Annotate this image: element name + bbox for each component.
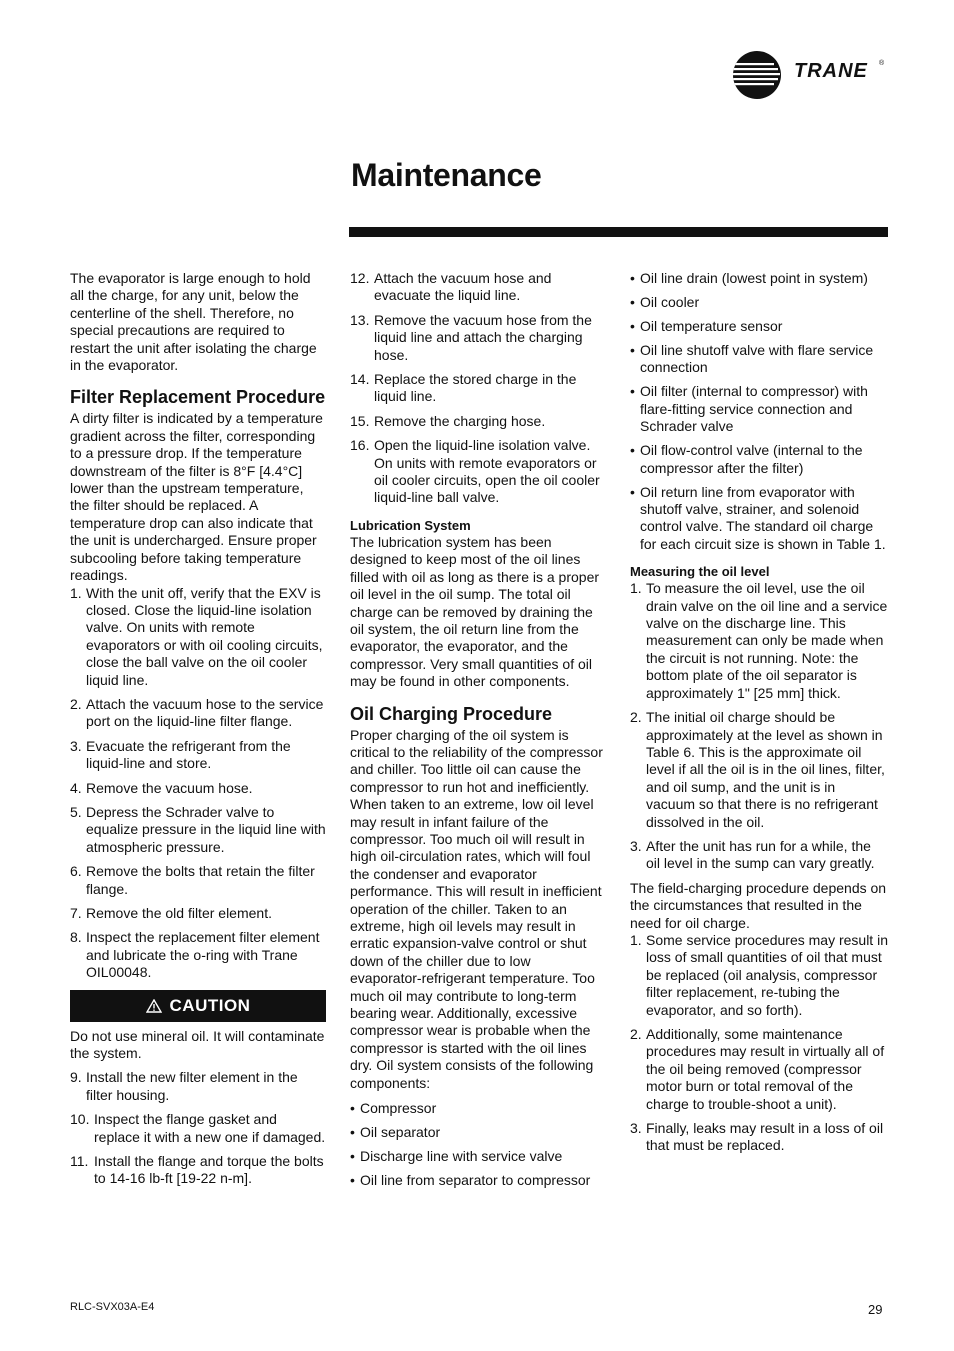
list-item: 10. Inspect the flange gasket and replace it with a new one if damaged. (70, 1111, 326, 1145)
list-item: • Oil flow-control valve (internal to the compressor after the filter) (630, 442, 863, 476)
list-item: • Oil filter (internal to compressor) with flare-fitting service connection and Schrader valve (630, 383, 868, 435)
warning-triangle-icon (146, 999, 162, 1013)
document-id: RLC-SVX03A-E4 (70, 1301, 155, 1313)
oil-charging-heading: Oil Charging Procedure (350, 703, 553, 724)
list-item: 11. Install the flange and torque the bolts to 14-16 lb-ft [19-22 n-m]. (70, 1153, 324, 1187)
caution-text: Do not use mineral oil. It will contaminate the system. (70, 1027, 325, 1062)
list-item: 16. Open the liquid-line isolation valve. On units with remote evaporators or oil cooler circuits, open the oil cooler liquid-line ball valve. (350, 437, 600, 506)
list-item: 5. Depress the Schrader valve to equalize pressure in the liquid line with atmospheric pressure. (70, 803, 326, 855)
page-title: Maintenance (351, 157, 542, 193)
trane-logo (732, 50, 892, 100)
caution-banner (70, 990, 326, 1022)
list-item: 7. Remove the old filter element. (70, 905, 272, 921)
list-item: 14. Replace the stored charge in the liquid line. (350, 371, 577, 405)
list-item: 3. Finally, leaks may result in a loss of oil that must be replaced. (630, 1120, 884, 1154)
list-item: 1. To measure the oil level, use the oil drain valve on the oil line and a service valve on the discharge line. This measurement can only be made when the circuit is not running. Note: the bottom plate of the oil separator is approximately 1" [25 mm] thick. (630, 580, 888, 701)
title-rule (349, 227, 888, 237)
registered-mark: ® (879, 60, 885, 67)
list-item: • Oil cooler (630, 294, 700, 310)
trane-logo-mark-icon (732, 50, 782, 100)
list-item: • Oil temperature sensor (630, 318, 783, 334)
list-item: • Compressor (350, 1100, 437, 1117)
measuring-oil-level-heading: Measuring the oil level (630, 564, 770, 580)
list-item: • Oil return line from evaporator with shutoff valve, strainer, and solenoid control valve. The standard oil charge for each circuit size is shown in Table 1. (630, 483, 886, 552)
list-item: 15. Remove the charging hose. (350, 412, 546, 429)
list-item: • Oil line drain (lowest point in system) (630, 270, 868, 286)
list-item: 2. Attach the vacuum hose to the service port on the liquid-line filter flange. (70, 695, 324, 730)
list-item: 9. Install the new filter element in the filter housing. (70, 1069, 298, 1103)
list-item: 8. Inspect the replacement filter element and lubricate the o-ring with Trane OIL00048. (70, 929, 320, 981)
list-item: 12. Attach the vacuum hose and evacuate the liquid line. (350, 270, 552, 304)
column-1 (70, 270, 326, 1195)
logo-wordmark: TRANE (794, 60, 868, 82)
list-item: 4. Remove the vacuum hose. (70, 779, 253, 796)
lubrication-paragraph: The lubrication system has been designed to keep most of the oil lines filled with oil as long as there is a proper oil level in the oil sump. The total oil charge can be removed by draining the oil system, the oil return line from the evaporator, the evaporator, and the compressor. Very small quantities of oil may be found in other components. (350, 533, 600, 690)
caution-label: CAUTION (169, 995, 251, 1015)
list-item: 6. Remove the bolts that retain the filter flange. (70, 863, 315, 897)
list-item: • Discharge line with service valve (350, 1148, 563, 1165)
lubrication-system-heading: Lubrication System (350, 517, 471, 533)
list-item: 3. After the unit has run for a while, the oil level in the sump can vary greatly. (630, 837, 875, 872)
list-item: 13. Remove the vacuum hose from the liquid line and attach the charging hose. (350, 311, 592, 363)
list-item: 2. Additionally, some maintenance procedures may result in virtually all of the oil being removed (compressor motor burn or total removal of the charge to trouble-shoot a unit). (630, 1026, 885, 1112)
list-item: • Oil separator (350, 1124, 441, 1141)
oil-charging-paragraph: Proper charging of the oil system is critical to the reliability of the compressor and chiller. Too little oil can cause the compressor to run hot and inefficiently. When taken to an extreme, low oil level may result in infant failure of the compressor. Too much oil will result in high oil-circulation rates, which will foul the condenser and evaporator performance. This will result in inefficient operation of the chiller. Taken to an extreme, high oil levels may result in erratic expansion-valve control or shut down of the chiller due to low evaporator-refrigerant temperature. Too much oil may contribute to long-term bearing wear. Additionally, excessive compressor wear is probable when the compressor is started with the oil lines dry. Oil system consists of the following components: (350, 726, 603, 1091)
list-item: 1. With the unit off, verify that the EXV is closed. Close the liquid-line isolation valve. On units with remote evaporators or with oil cooling circuits, close the ball valve on the oil cooler liquid line. (70, 584, 323, 688)
list-item: 3. Evacuate the refrigerant from the liquid-line and store. (70, 737, 291, 772)
list-item: 1. Some service procedures may result in loss of small quantities of oil that must be replaced (oil analysis, compressor filter replacement, re-tubing the evaporator, and so forth). (630, 931, 888, 1018)
field-charging-paragraph: The field-charging procedure depends on the circumstances that resulted in the need for oil charge. (630, 879, 887, 931)
column-3 (630, 270, 888, 1162)
filter-replacement-heading: Filter Replacement Procedure (70, 387, 326, 408)
filter-intro-paragraph: A dirty filter is indicated by a temperature gradient across the filter, corresponding to a pressure drop. If the temperature downstream of the filter is 8°F [4.4°C] lower than the upstream temperature, the filter should be replaced. A temperature drop can also indicate that the unit is undercharged. Ensure proper subcooling before taking temperature readings. (70, 410, 323, 584)
column-2 (350, 270, 606, 1196)
list-item: • Oil line from separator to compressor (350, 1172, 591, 1189)
page-number: 29 (868, 1302, 883, 1317)
intro-paragraph: The evaporator is large enough to hold all the charge, for any unit, below the centerline of the shell. Therefore, no special precautions are required to restart the unit after isolating the charge in the evaporator. (70, 270, 317, 374)
list-item: 2. The initial oil charge should be approximately at the level as shown in Table 6. This is the approximate oil level if all the oil is in the oil lines, filter, and oil sump, and the unit is in vacuum so that there is no refrigerant dissolved in the oil. (630, 709, 885, 830)
list-item: • Oil line shutoff valve with flare service connection (630, 342, 874, 376)
